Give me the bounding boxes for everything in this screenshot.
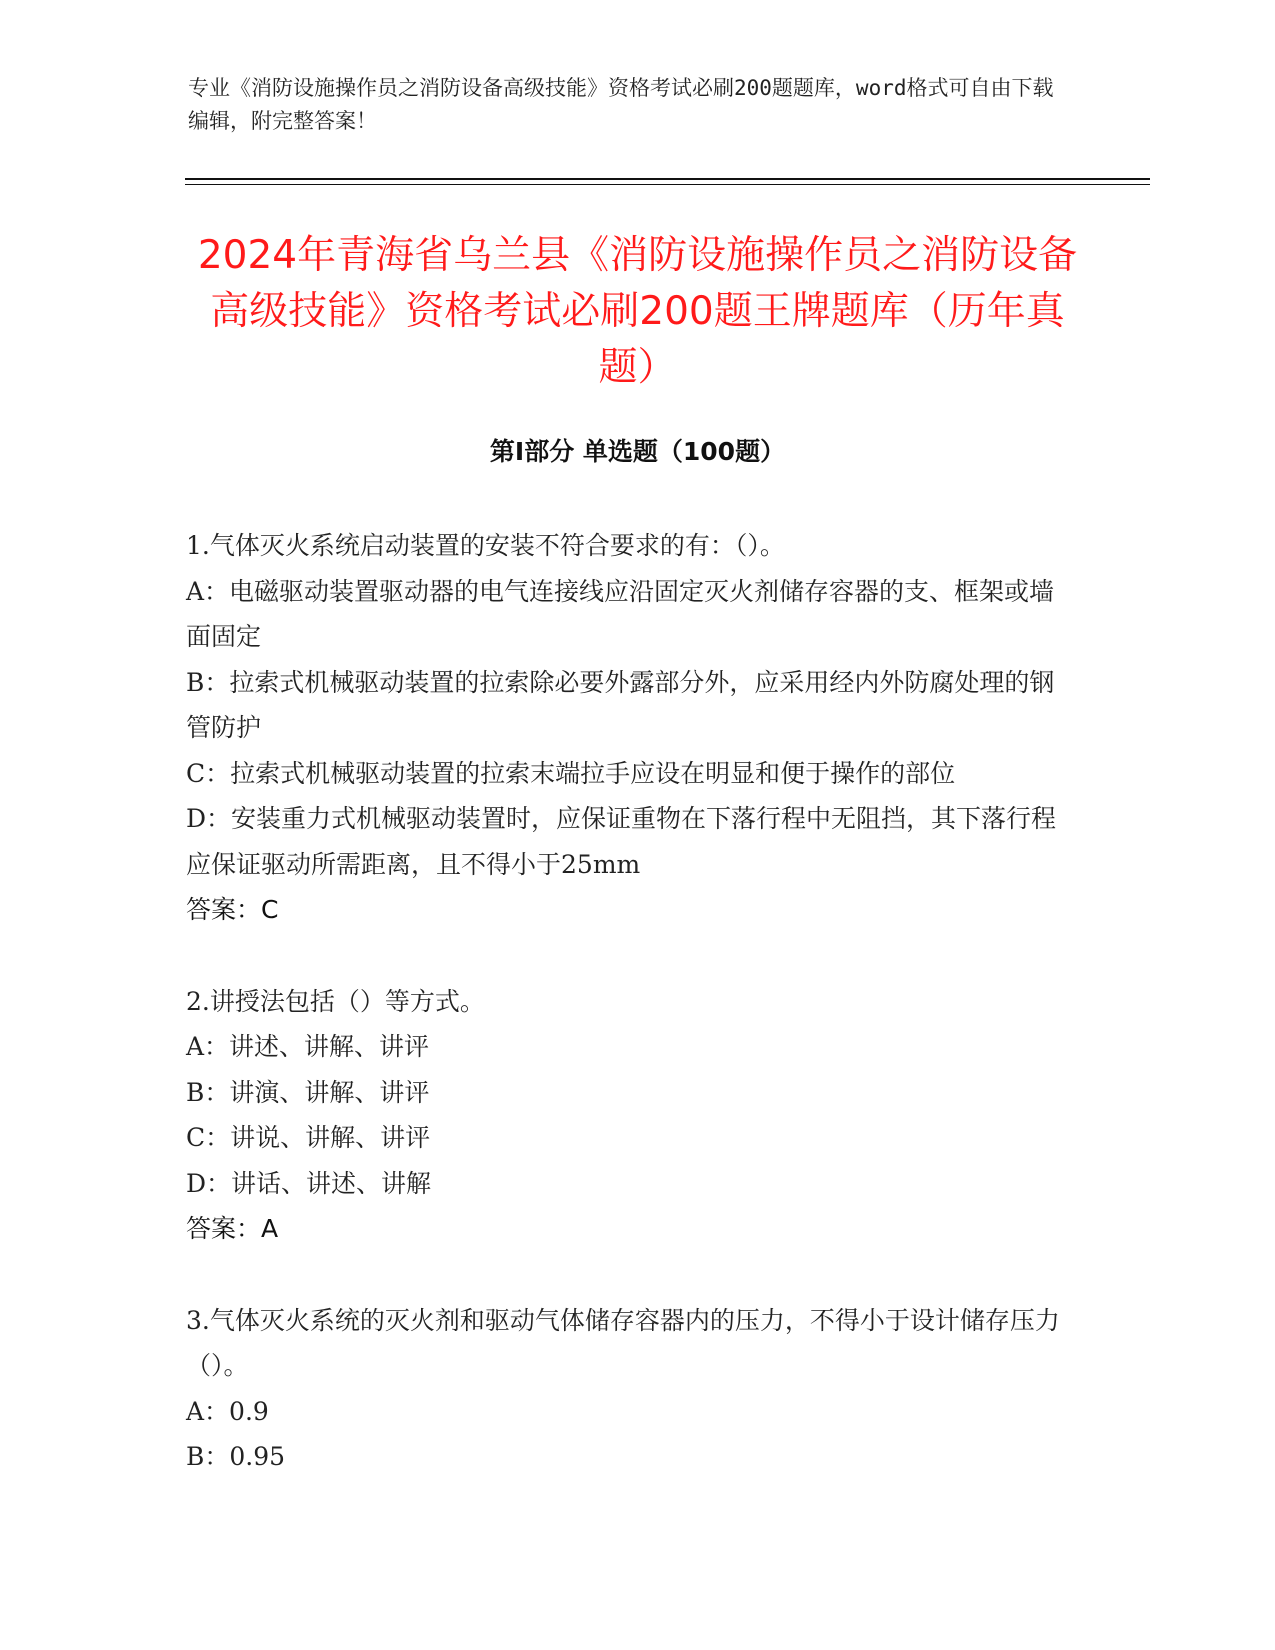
- question-stem: 3.气体灭火系统的灭火剂和驱动气体储存容器内的压力，不得小于设计储存压力（）。: [186, 1305, 1060, 1380]
- option-b: B：讲演、讲解、讲评: [186, 1077, 430, 1107]
- header-note: 专业《消防设施操作员之消防设备高级技能》资格考试必刷200题题库，word格式可自由下载编辑，附完整答案！: [188, 76, 1054, 133]
- option-c: C：讲说、讲解、讲评: [186, 1123, 431, 1152]
- answer-line: 答案：C: [186, 895, 279, 924]
- option-d: D：讲话、讲述、讲解: [186, 1168, 432, 1198]
- option-b: B：拉索式机械驱动装置的拉索除必要外露部分外，应采用经内外防腐处理的钢管防护: [186, 667, 1055, 742]
- question-stem: 1.气体灭火系统启动装置的安装不符合要求的有：（）。: [186, 531, 785, 560]
- header-divider-thick: [185, 178, 1150, 180]
- option-c: C：拉索式机械驱动装置的拉索末端拉手应设在明显和便于操作的部位: [186, 758, 956, 788]
- option-d: D：安装重力式机械驱动装置时，应保证重物在下落行程中无阻挡，其下落行程应保证驱动所需距离，且不得小于25mm: [186, 804, 1057, 879]
- question-list: [186, 523, 1076, 1526]
- question-2: [186, 979, 1076, 1252]
- option-b: B：0.95: [186, 1442, 286, 1471]
- question-stem: 2.讲授法包括（）等方式。: [186, 986, 485, 1016]
- option-a: A：电磁驱动装置驱动器的电气连接线应沿固定灭火剂储存容器的支、框架或墙面固定: [186, 576, 1055, 651]
- header-divider-thin: [185, 184, 1150, 185]
- option-a: A：0.9: [186, 1396, 269, 1426]
- section-title: 第Ⅰ部分 单选题（100题）: [489, 437, 786, 466]
- question-3: [186, 1298, 1076, 1480]
- document-title: 2024年青海省乌兰县《消防设施操作员之消防设备高级技能》资格考试必刷200题王牌题库（历年真题）: [197, 233, 1078, 390]
- answer-line: 答案：A: [186, 1214, 279, 1243]
- option-a: A：讲述、讲解、讲评: [186, 1032, 430, 1061]
- question-1: [186, 523, 1076, 933]
